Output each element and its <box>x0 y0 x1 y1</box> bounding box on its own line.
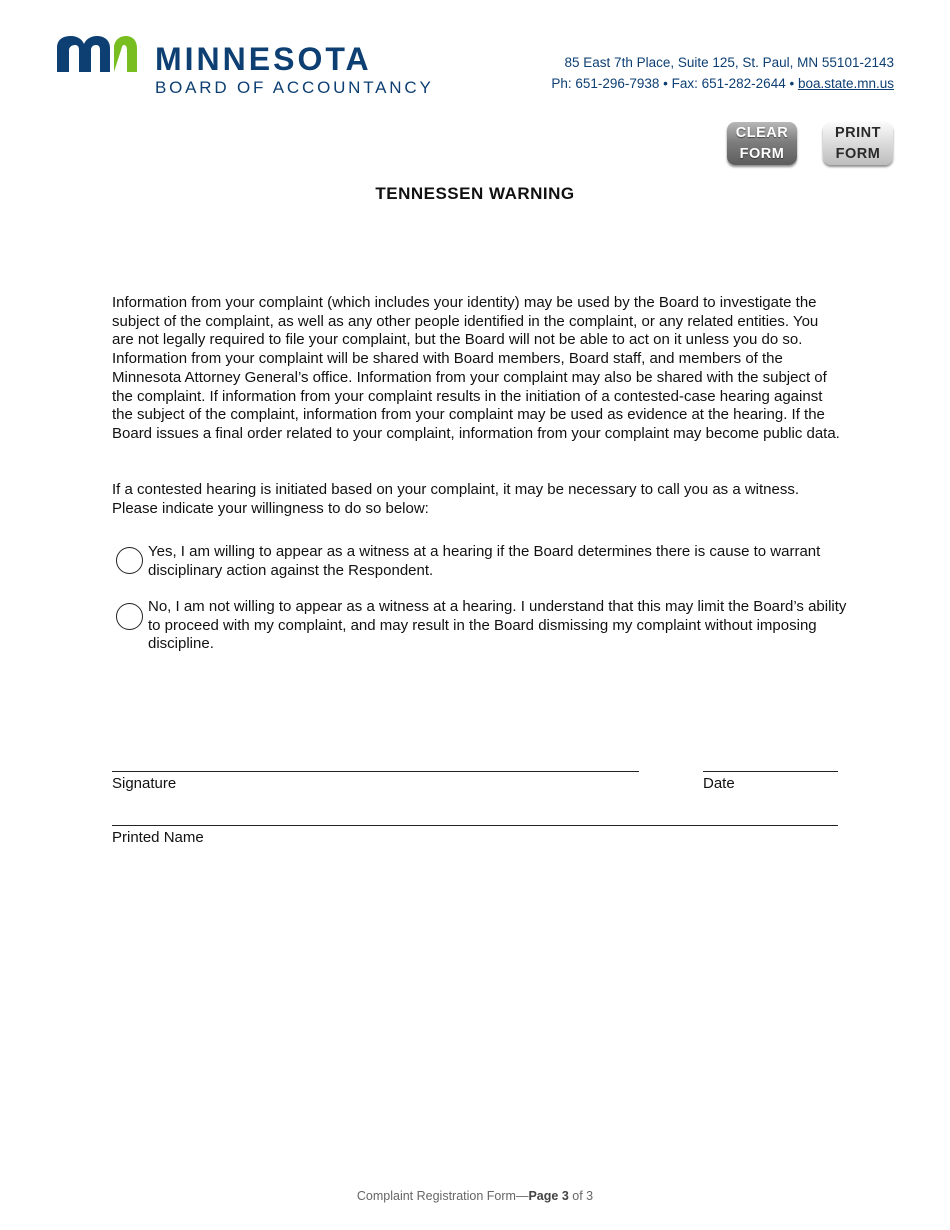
contact-phone-line <box>551 73 894 94</box>
date-input-line[interactable] <box>703 771 838 772</box>
clear-form-button[interactable] <box>727 122 797 165</box>
board-logo <box>54 34 454 104</box>
willing-witness-radio[interactable] <box>116 547 143 574</box>
logo-subtitle: BOARD OF ACCOUNTANCY <box>155 78 434 97</box>
date-label: Date <box>703 775 735 792</box>
signature-label: Signature <box>112 775 177 792</box>
clear-form-label-line2: FORM <box>739 145 785 162</box>
contact-block <box>551 52 894 94</box>
print-form-button[interactable] <box>823 122 893 165</box>
printed-name-input-line[interactable] <box>112 825 838 826</box>
mn-logo-mark-icon <box>54 34 138 74</box>
website-link[interactable]: boa.state.mn.us <box>797 76 894 91</box>
witness-paragraph: If a contested hearing is initiated based on your complaint, it may be necessary to call you as a witness. Please indicate your willingness to do so below: <box>112 481 800 517</box>
contact-address: 85 East 7th Place, Suite 125, St. Paul, MN 55101-2143 <box>564 55 894 70</box>
not-willing-witness-label: No, I am not willing to appear as a witness at a hearing. I understand that this may limit the Board’s ability to proceed with my complaint, and may result in the Board dismissing my complaint without imposing discipline. <box>148 598 847 653</box>
footer-page-total: of 3 <box>568 1189 594 1203</box>
printed-name-label: Printed Name <box>112 829 204 846</box>
page-footer <box>0 1189 950 1203</box>
clear-form-label-line1: CLEAR <box>735 124 789 141</box>
not-willing-witness-radio[interactable] <box>116 603 143 630</box>
page-title: TENNESSEN WARNING <box>375 184 575 203</box>
print-form-label-line1: PRINT <box>835 124 881 141</box>
signature-input-line[interactable] <box>112 771 639 772</box>
willing-witness-label: Yes, I am willing to appear as a witness at a hearing if the Board determines there is cause to warrant disciplinary action against the Respondent. <box>148 543 821 579</box>
contact-phone-fax: Ph: 651-296-7938 • Fax: 651-282-2644 • <box>551 76 798 91</box>
footer-form-name: Complaint Registration Form— <box>356 1189 529 1203</box>
footer-page-label: Page 3 <box>528 1189 569 1203</box>
print-form-label-line2: FORM <box>835 145 881 162</box>
logo-name: MINNESOTA <box>155 41 372 77</box>
warning-paragraph: Information from your complaint (which includes your identity) may be used by the Board to investigate the subject of the complaint, as well as any other people identified in the complaint, or any related entities. You are not legally required to file your complaint, but the Board will not be able to act on it unless you do so. Information from your complaint will be shared with Board members, Board staff, and members of the Minnesota Attorney General’s office. Information from your complaint may also be shared with the subject of the complaint. If information from your complaint results in the initiation of a contested-case hearing against the subject of the complaint, information from your complaint may be used as evidence at the hearing. If the Board issues a final order related to your complaint, information from your complaint may become public data. <box>112 294 840 442</box>
